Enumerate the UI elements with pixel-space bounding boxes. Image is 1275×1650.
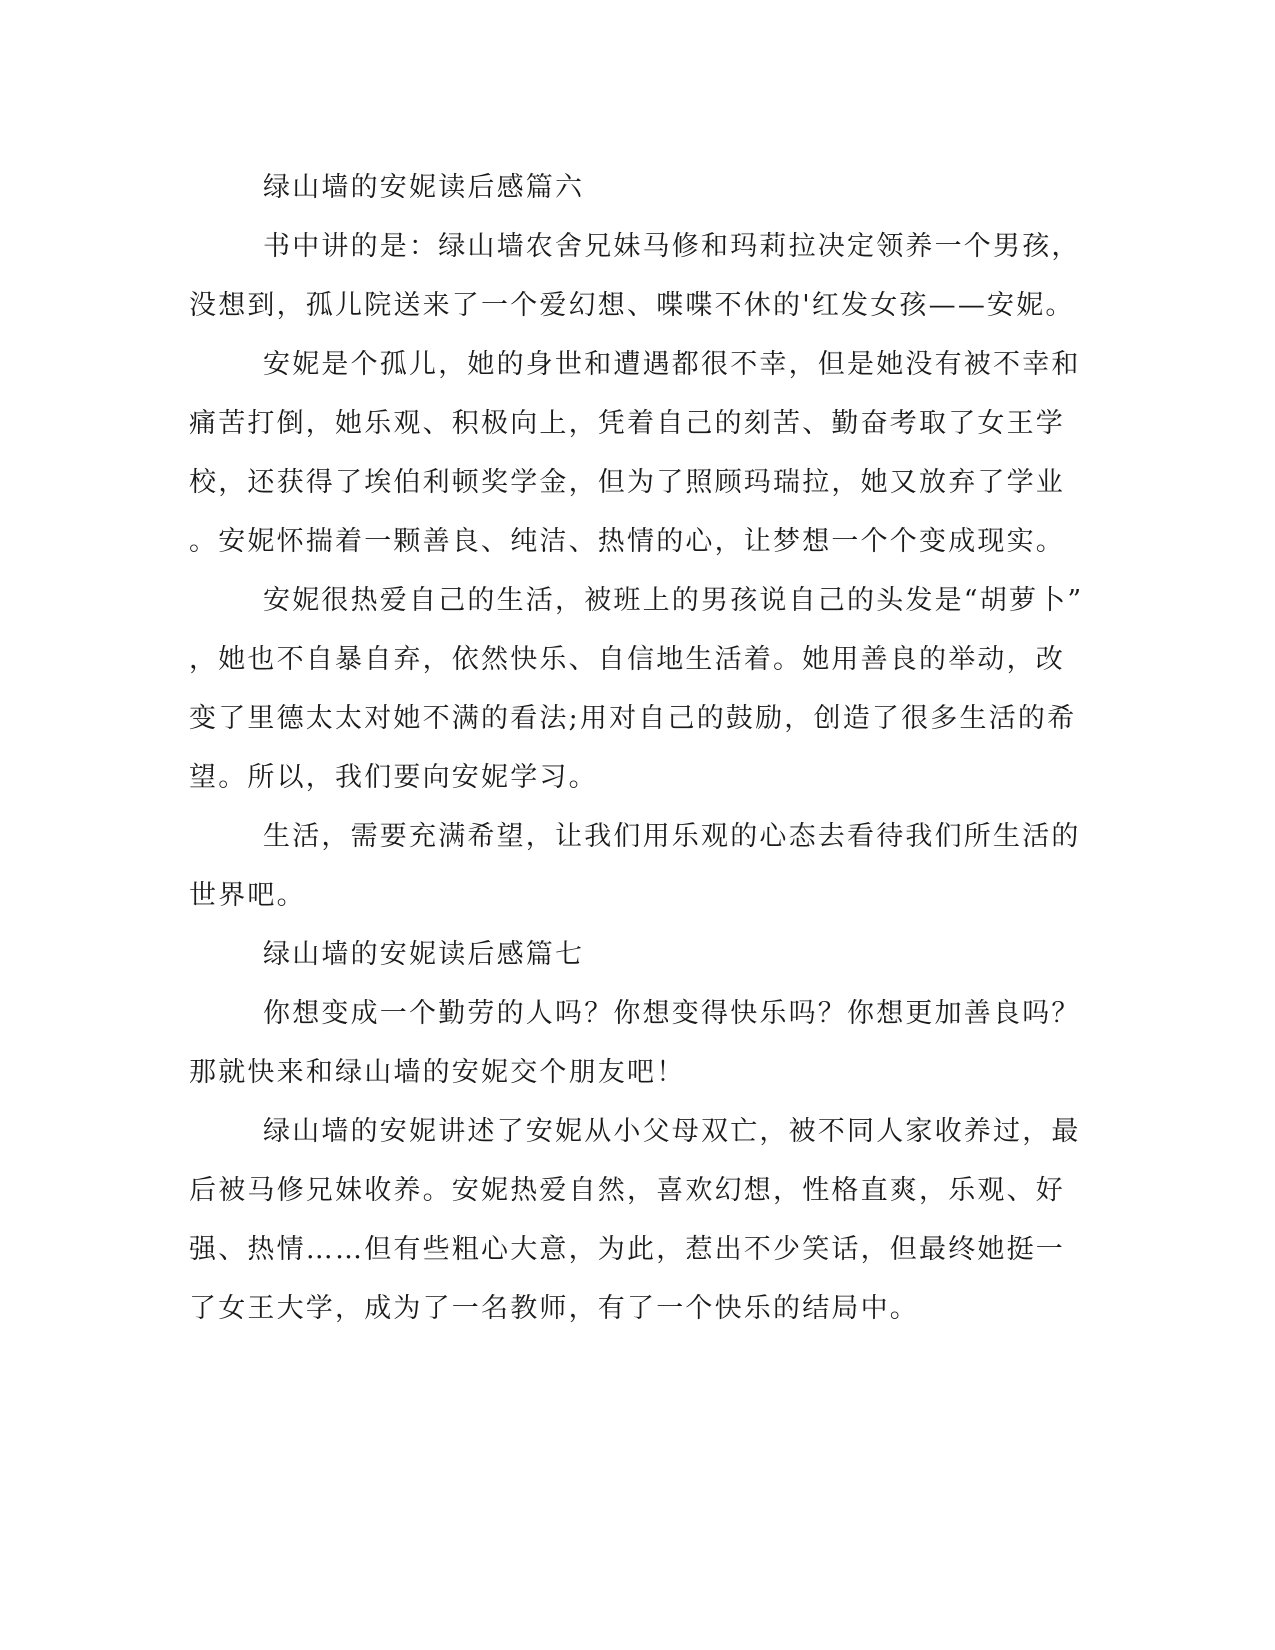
paragraph-line: 安妮是个孤儿，她的身世和遭遇都很不幸，但是她没有被不幸和 [263,349,1081,380]
paragraph-line: ，她也不自暴自弃，依然快乐、自信地生活着。她用善良的举动，改 [189,644,1065,675]
section-heading: 绿山墙的安妮读后感篇七 [263,939,585,970]
paragraph [189,335,1079,571]
paragraph-line: 强、热情……但有些粗心大意，为此，惹出不少笑话，但最终她挺一 [189,1234,1065,1265]
paragraph-line: 你想变成一个勤劳的人吗？你想变得快乐吗？你想更加善良吗？ [263,998,1081,1029]
paragraph [189,984,1079,1102]
paragraph-line: 没想到，孤儿院送来了一个爱幻想、喋喋不休的'红发女孩——安妮。 [189,290,1075,321]
paragraph [189,571,1084,807]
paragraph-line: 书中讲的是：绿山墙农舍兄妹马修和玛莉拉决定领养一个男孩， [263,231,1081,262]
section-heading: 绿山墙的安妮读后感篇六 [263,172,585,203]
document-body [189,158,1084,1338]
paragraph-line: 后被马修兄妹收养。安妮热爱自然，喜欢幻想，性格直爽，乐观、好 [189,1175,1065,1206]
paragraph-line: 变了里德太太对她不满的看法;用对自己的鼓励，创造了很多生活的希 [189,703,1077,734]
paragraph-line: 绿山墙的安妮讲述了安妮从小父母双亡，被不同人家收养过，最 [263,1116,1081,1147]
paragraph [189,1102,1079,1338]
paragraph-line: 那就快来和绿山墙的安妮交个朋友吧！ [189,1057,686,1088]
paragraph [189,807,1079,925]
paragraph-line: 痛苦打倒，她乐观、积极向上，凭着自己的刻苦、勤奋考取了女王学 [189,408,1065,439]
paragraph-line: 安妮很热爱自己的生活，被班上的男孩说自己的头发是“胡萝卜” [263,585,1084,616]
paragraph-line: 望。所以，我们要向安妮学习。 [189,762,598,793]
paragraph-line: 校，还获得了埃伯利顿奖学金，但为了照顾玛瑞拉，她又放弃了学业 [189,467,1065,498]
paragraph-line: 了女王大学，成为了一名教师，有了一个快乐的结局中。 [189,1293,919,1324]
paragraph [189,217,1079,335]
paragraph-line: 世界吧。 [189,880,306,911]
paragraph-line: 。安妮怀揣着一颗善良、纯洁、热情的心，让梦想一个个变成现实。 [189,526,1065,557]
paragraph-line: 生活，需要充满希望，让我们用乐观的心态去看待我们所生活的 [263,821,1081,852]
